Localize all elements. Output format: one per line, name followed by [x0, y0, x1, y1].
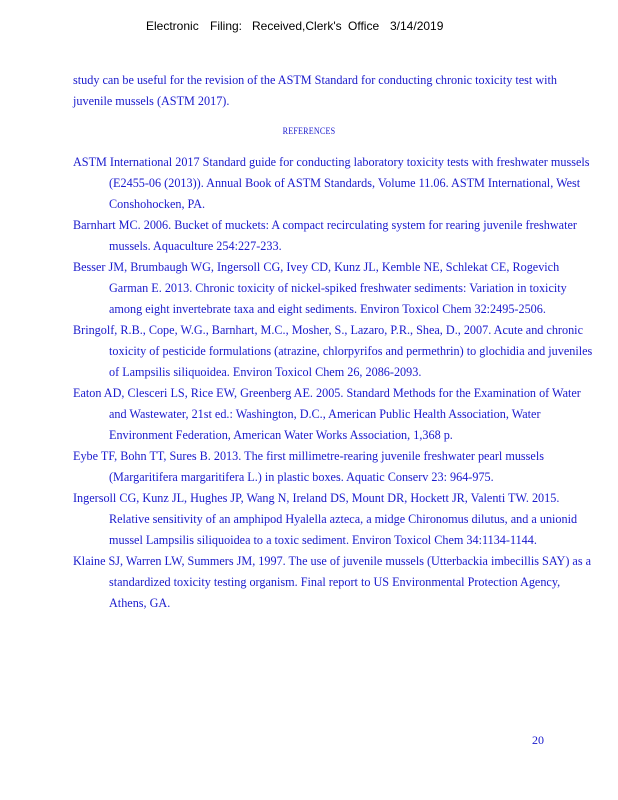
filing-header	[146, 19, 443, 33]
intro-paragraph: study can be useful for the revision of the ASTM Standard for conducting chronic toxicity test with juvenile mussels (ASTM 2017).	[73, 73, 558, 108]
references-list	[73, 152, 595, 614]
references-heading: REFERENCES	[282, 126, 336, 136]
reference-item: ASTM International 2017 Standard guide for conducting laboratory toxicity tests with freshwater mussels (E2455-06 (2013)). Annual Book of ASTM Standards, Volume 11.06. ASTM International, West Conshohocken, PA.	[73, 155, 590, 211]
header-date: 3/14/2019	[390, 19, 444, 33]
reference-item: Bringolf, R.B., Cope, W.G., Barnhart, M.C., Mosher, S., Lazaro, P.R., Shea, D., 2007. Acute and chronic toxicity of pesticide formulations (atrazine, chlorpyrifos and permethrin) to glochidia and juveniles of Lampsilis siliquoidea. Environ Toxicol Chem 26, 2086-2093.	[73, 323, 593, 379]
reference-item: Barnhart MC. 2006. Bucket of muckets: A compact recirculating system for rearing juvenile freshwater mussels. Aquaculture 254:227-233.	[73, 218, 577, 253]
header-office: Office	[348, 19, 380, 33]
header-electronic: Electronic	[146, 19, 199, 33]
reference-item: Eaton AD, Clesceri LS, Rice EW, Greenberg AE. 2005. Standard Methods for the Examination of Water and Wastewater, 21st ed.: Washington, D.C., American Public Health Association, Water Environment Federation, American Water Works Association, 1,368 p.	[73, 386, 581, 442]
reference-item: Besser JM, Brumbaugh WG, Ingersoll CG, Ivey CD, Kunz JL, Kemble NE, Schlekat CE, Rogevich Garman E. 2013. Chronic toxicity of nickel-spiked freshwater sediments: Variation in toxicity among eight invertebrate taxa and eight sediments. Environ Toxicol Chem 32:2495-2506.	[73, 260, 567, 316]
header-received-clerks: Received,Clerk's	[252, 19, 342, 33]
reference-item: Ingersoll CG, Kunz JL, Hughes JP, Wang N, Ireland DS, Mount DR, Hockett JR, Valenti TW. 2015. Relative sensitivity of an amphipod Hyalella azteca, a midge Chironomus dilutus, and a unionid mussel Lampsilis siliquoidea to a toxic sediment. Environ Toxicol Chem 34:1134-1144.	[73, 491, 578, 547]
header-filing: Filing:	[210, 19, 243, 33]
reference-item: Eybe TF, Bohn TT, Sures B. 2013. The first millimetre-rearing juvenile freshwater pearl mussels (Margaritifera margaritifera L.) in plastic boxes. Aquatic Conserv 23: 964-975.	[73, 449, 544, 484]
page-number: 20	[532, 733, 544, 747]
reference-item: Klaine SJ, Warren LW, Summers JM, 1997. The use of juvenile mussels (Utterbackia imbecillis SAY) as a standardized toxicity testing organism. Final report to US Environmental Protection Agency, Athens, GA.	[73, 554, 592, 610]
